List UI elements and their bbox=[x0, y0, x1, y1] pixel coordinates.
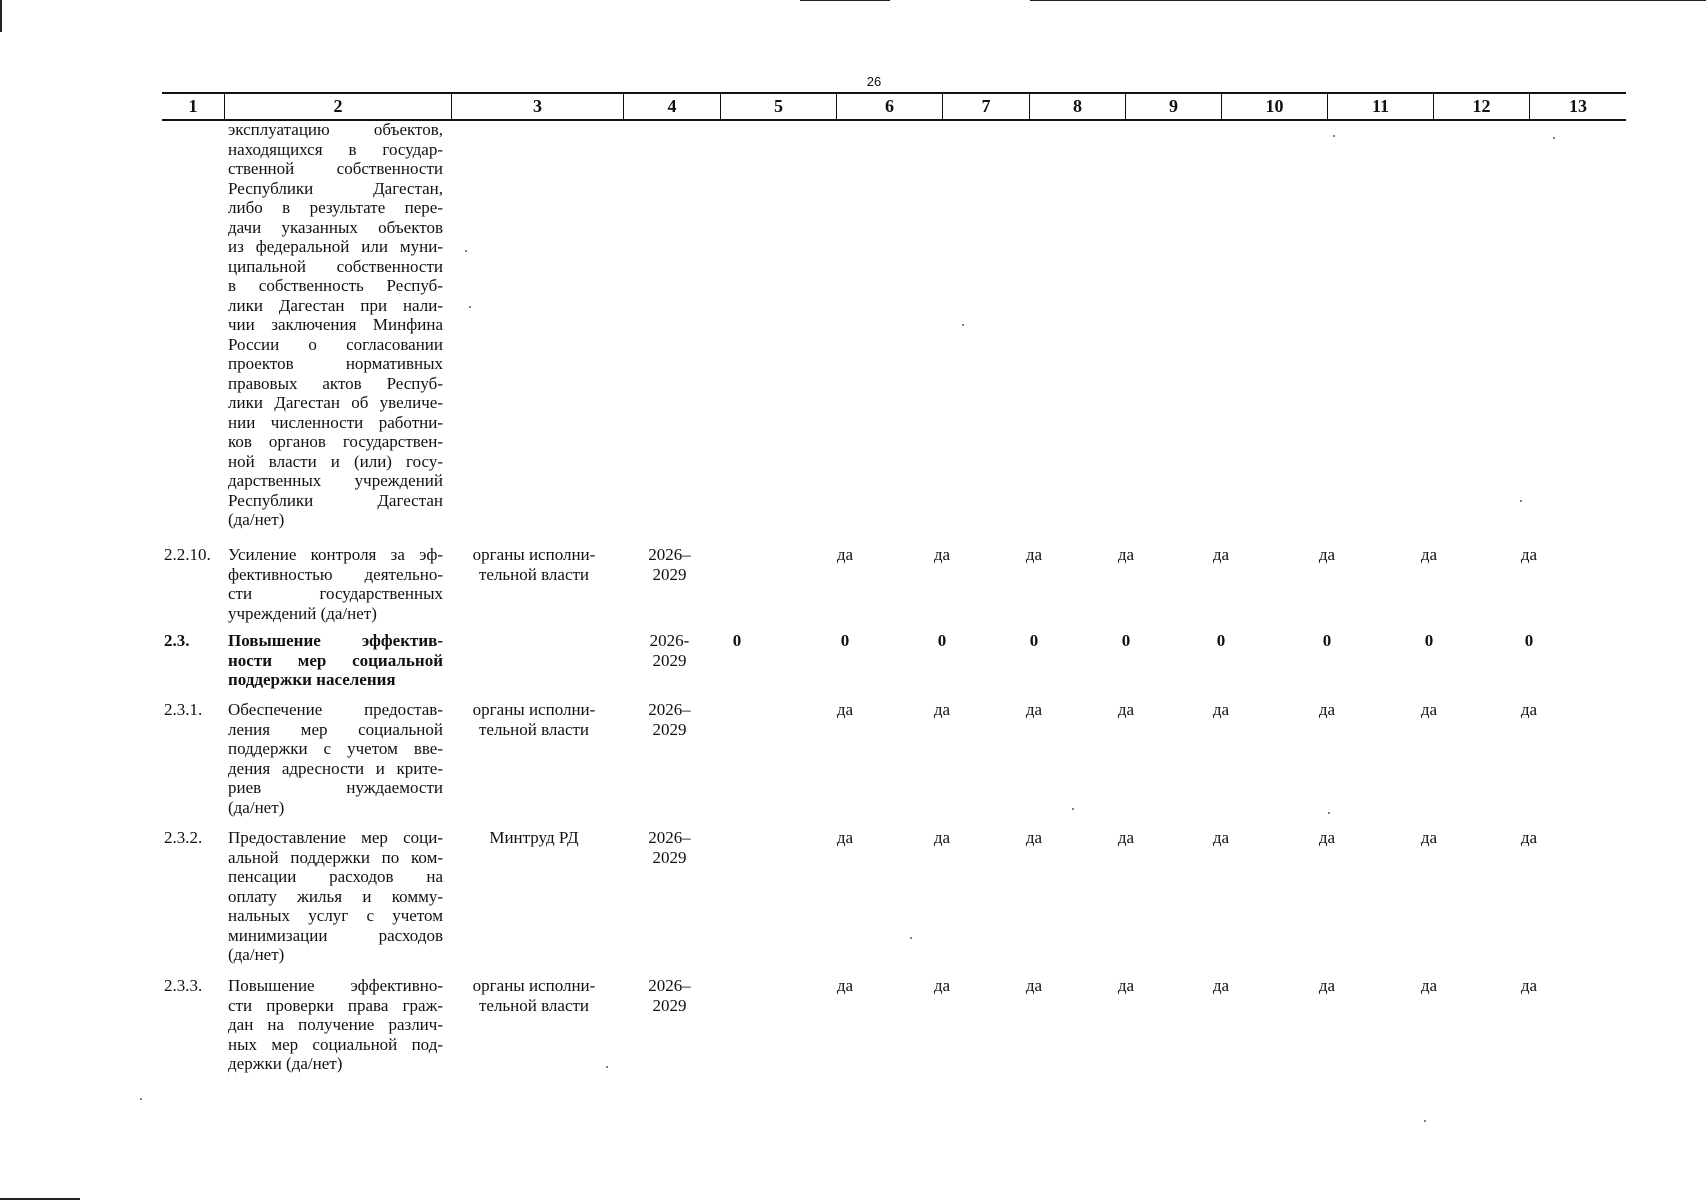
value-cell-col-13: да bbox=[1520, 545, 1538, 564]
column-header: 5 bbox=[720, 94, 836, 119]
value-cell-col-11: да bbox=[1318, 700, 1336, 719]
indicator-name-line: нальных услуг с учетом bbox=[228, 906, 443, 925]
scan-speck bbox=[910, 937, 912, 939]
row-number: 2.2.10. bbox=[164, 545, 211, 564]
scan-speck bbox=[606, 1066, 608, 1068]
indicator-name-line: поддержки с учетом вве- bbox=[228, 739, 443, 758]
responsible-executor: органы исполни- тельной власти bbox=[472, 976, 596, 1015]
value-cell-col-11: да bbox=[1318, 545, 1336, 564]
column-header: 9 bbox=[1125, 94, 1221, 119]
value-cell-col-9: 0 bbox=[1121, 631, 1131, 650]
indicator-name bbox=[228, 545, 443, 623]
indicator-name-line: (да/нет) bbox=[228, 510, 285, 529]
indicator-name-line: ности мер социальной bbox=[228, 650, 443, 670]
indicator-name-line: сти проверки права граж- bbox=[228, 995, 443, 1015]
implementation-years: 2026– 2029 bbox=[648, 976, 691, 1015]
indicator-name-line: ципальной собственности bbox=[228, 256, 443, 276]
indicator-name-line: (да/нет) bbox=[228, 945, 285, 964]
value-cell-col-12: да bbox=[1420, 545, 1438, 564]
indicator-name-line: дарственных учреждений bbox=[228, 471, 443, 490]
indicator-name-line: ной власти и (или) госу- bbox=[228, 451, 443, 471]
value-cell-col-6: да bbox=[836, 545, 854, 564]
column-header: 11 bbox=[1327, 94, 1433, 119]
value-cell-col-13: да bbox=[1520, 828, 1538, 847]
scan-speck bbox=[1333, 135, 1335, 137]
value-cell-col-9: да bbox=[1117, 828, 1135, 847]
implementation-years: 2026– 2029 bbox=[648, 700, 691, 739]
value-cell-col-13: да bbox=[1520, 700, 1538, 719]
value-cell-col-10: да bbox=[1212, 545, 1230, 564]
responsible-executor: органы исполни- тельной власти bbox=[472, 700, 596, 739]
column-header: 10 bbox=[1221, 94, 1327, 119]
indicator-name bbox=[228, 120, 443, 530]
indicator-name bbox=[228, 828, 443, 965]
column-header: 1 bbox=[188, 96, 198, 116]
scan-speck bbox=[1553, 137, 1555, 139]
indicator-name-line: ных мер социальной под- bbox=[228, 1034, 443, 1054]
value-cell-col-6: да bbox=[836, 828, 854, 847]
indicator-name-line: Повышение эффектив- bbox=[228, 631, 443, 650]
scan-speck bbox=[1328, 812, 1330, 814]
indicator-name-line: Обеспечение предостав- bbox=[228, 700, 443, 719]
value-cell-col-8: да bbox=[1025, 545, 1043, 564]
column-header: 8 bbox=[1029, 94, 1125, 119]
value-cell-col-5: 0 bbox=[732, 631, 742, 650]
value-cell-col-12: да bbox=[1420, 700, 1438, 719]
implementation-years: 2026– 2029 bbox=[648, 828, 691, 867]
indicator-name-line: минимизации расходов bbox=[228, 925, 443, 945]
scan-speck bbox=[962, 324, 964, 326]
column-header: 13 bbox=[1529, 94, 1626, 119]
scan-border-top-left bbox=[0, 0, 2, 32]
indicator-name-line: лики Дагестан об увеличе- bbox=[228, 393, 443, 412]
value-cell-col-6: да bbox=[836, 976, 854, 995]
value-cell-col-6: да bbox=[836, 700, 854, 719]
page-number: 26 bbox=[866, 74, 882, 89]
value-cell-col-11: да bbox=[1318, 828, 1336, 847]
value-cell-col-10: да bbox=[1212, 976, 1230, 995]
indicator-name-line: сти государственных bbox=[228, 584, 443, 603]
scan-speck bbox=[465, 250, 467, 252]
value-cell-col-13: да bbox=[1520, 976, 1538, 995]
value-cell-col-9: да bbox=[1117, 976, 1135, 995]
value-cell-col-12: 0 bbox=[1424, 631, 1434, 650]
column-header: 7 bbox=[942, 94, 1029, 119]
row-number: 2.3. bbox=[164, 631, 190, 650]
indicator-name-line: риев нуждаемости bbox=[228, 778, 443, 797]
row-number: 2.3.3. bbox=[164, 976, 203, 995]
indicator-name-line: альной поддержки по ком- bbox=[228, 847, 443, 867]
indicator-name-line: лики Дагестан при нали- bbox=[228, 295, 443, 315]
indicator-name-line: правовых актов Респуб- bbox=[228, 373, 443, 393]
indicator-name-line: России о согласовании bbox=[228, 334, 443, 354]
value-cell-col-11: 0 bbox=[1322, 631, 1332, 650]
indicator-name-line: Республики Дагестан bbox=[228, 490, 443, 510]
responsible-executor: Минтруд РД bbox=[489, 828, 579, 847]
indicator-name bbox=[228, 976, 443, 1074]
indicator-name-line: нии численности работни- bbox=[228, 412, 443, 432]
indicator-name bbox=[228, 631, 443, 690]
scan-speck bbox=[1520, 500, 1522, 502]
indicator-name-line: оплату жилья и комму- bbox=[228, 886, 443, 906]
value-cell-col-11: да bbox=[1318, 976, 1336, 995]
value-cell-col-7: да bbox=[933, 700, 951, 719]
column-header: 12 bbox=[1433, 94, 1529, 119]
value-cell-col-7: да bbox=[933, 828, 951, 847]
value-cell-col-7: 0 bbox=[937, 631, 947, 650]
value-cell-col-12: да bbox=[1420, 828, 1438, 847]
column-header: 3 bbox=[451, 94, 623, 119]
value-cell-col-6: 0 bbox=[840, 631, 850, 650]
indicator-name-line: ления мер социальной bbox=[228, 719, 443, 739]
column-header: 2 bbox=[224, 94, 451, 119]
indicator-name-line: Усиление контроля за эф- bbox=[228, 545, 443, 564]
indicator-name-line: пенсации расходов на bbox=[228, 867, 443, 886]
indicator-name-line: дачи указанных объектов bbox=[228, 217, 443, 237]
indicator-name-line: либо в результате пере- bbox=[228, 198, 443, 217]
indicator-name-line: в собственность Респуб- bbox=[228, 276, 443, 295]
scan-speck bbox=[1072, 808, 1074, 810]
column-header: 4 bbox=[623, 94, 720, 119]
column-header: 6 bbox=[836, 94, 942, 119]
implementation-years: 2026- 2029 bbox=[649, 631, 690, 670]
indicator-name-line: находящихся в государ- bbox=[228, 139, 443, 159]
table-header bbox=[162, 92, 1626, 121]
value-cell-col-8: да bbox=[1025, 700, 1043, 719]
scan-speck bbox=[469, 306, 471, 308]
indicator-name-line: держки (да/нет) bbox=[228, 1054, 343, 1073]
value-cell-col-10: 0 bbox=[1216, 631, 1226, 650]
value-cell-col-13: 0 bbox=[1524, 631, 1534, 650]
data-table bbox=[162, 92, 1626, 1073]
indicator-name-line: дения адресности и крите- bbox=[228, 758, 443, 778]
value-cell-col-7: да bbox=[933, 545, 951, 564]
indicator-name-line: эксплуатацию объектов, bbox=[228, 120, 443, 139]
indicator-name-line: ков органов государствен- bbox=[228, 432, 443, 451]
indicator-name-line: фективностью деятельно- bbox=[228, 564, 443, 584]
row-number: 2.3.1. bbox=[164, 700, 203, 719]
indicator-name-line: из федеральной или муни- bbox=[228, 237, 443, 256]
value-cell-col-7: да bbox=[933, 976, 951, 995]
scan-speck bbox=[1424, 1120, 1426, 1122]
indicator-name-line: Повышение эффективно- bbox=[228, 976, 443, 995]
indicator-name-line: проектов нормативных bbox=[228, 354, 443, 373]
indicator-name-line: учреждений (да/нет) bbox=[228, 603, 377, 623]
value-cell-col-10: да bbox=[1212, 700, 1230, 719]
value-cell-col-9: да bbox=[1117, 545, 1135, 564]
indicator-name-line: поддержки населения bbox=[228, 670, 396, 689]
indicator-name-line: Республики Дагестан, bbox=[228, 178, 443, 198]
value-cell-col-9: да bbox=[1117, 700, 1135, 719]
indicator-name-line: чии заключения Минфина bbox=[228, 315, 443, 334]
responsible-executor: органы исполни- тельной власти bbox=[472, 545, 596, 584]
indicator-name-line: (да/нет) bbox=[228, 797, 285, 817]
indicator-name bbox=[228, 700, 443, 817]
value-cell-col-8: да bbox=[1025, 828, 1043, 847]
value-cell-col-8: 0 bbox=[1029, 631, 1039, 650]
value-cell-col-8: да bbox=[1025, 976, 1043, 995]
indicator-name-line: ственной собственности bbox=[228, 159, 443, 178]
value-cell-col-12: да bbox=[1420, 976, 1438, 995]
implementation-years: 2026– 2029 bbox=[648, 545, 691, 584]
scan-border-top bbox=[1030, 0, 1706, 1]
scan-speck bbox=[140, 1098, 142, 1100]
row-number: 2.3.2. bbox=[164, 828, 203, 847]
value-cell-col-10: да bbox=[1212, 828, 1230, 847]
indicator-name-line: Предоставление мер соци- bbox=[228, 828, 443, 847]
scan-border-top-2 bbox=[800, 0, 890, 1]
indicator-name-line: дан на получение различ- bbox=[228, 1015, 443, 1034]
